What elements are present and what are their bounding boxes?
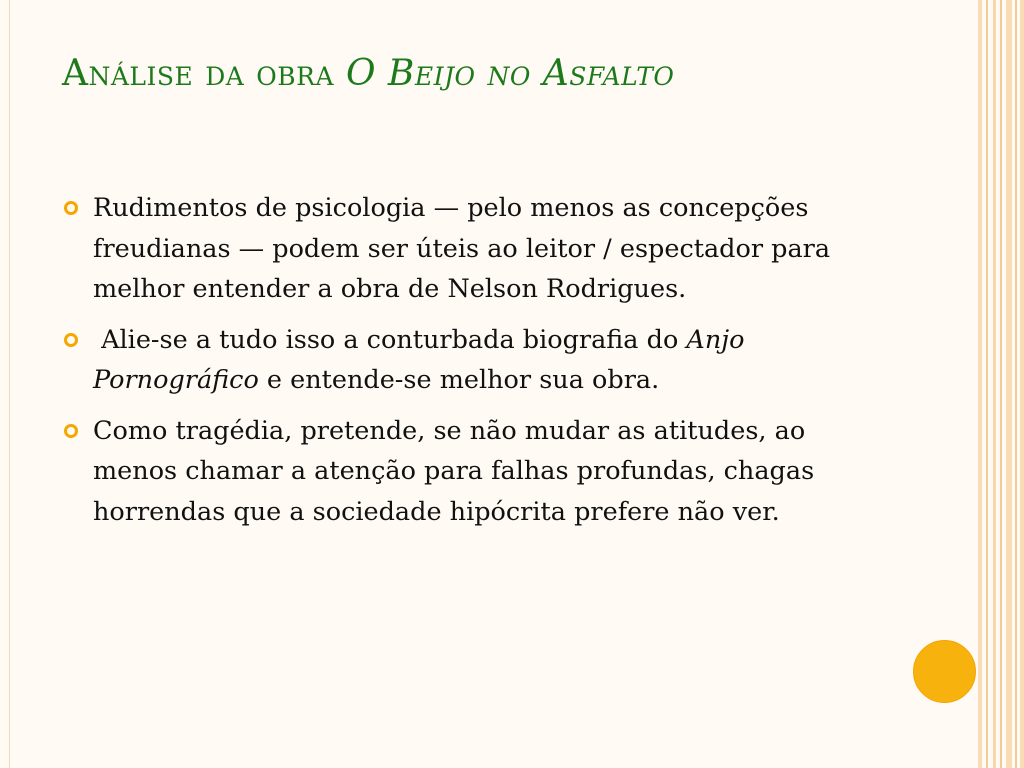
bullet-list xyxy=(62,188,882,542)
right-border-stripe xyxy=(978,0,982,768)
slide-title-emphasis: O Beijo no Asfalto xyxy=(345,53,675,94)
right-border-stripe xyxy=(993,0,996,768)
slide-title xyxy=(62,52,674,95)
bullet-text: Como tragédia, pretende, se não mudar as atitudes, ao menos chamar a atenção para falhas profundas, chagas horrendas que a sociedade hipócrita prefere não ver. xyxy=(93,415,815,527)
right-border-stripe xyxy=(1006,0,1012,768)
ring-bullet-icon xyxy=(64,333,78,347)
bullet-text-emphasis: Anjo Pornográfico xyxy=(93,324,745,395)
right-border-stripe xyxy=(1020,0,1024,768)
bullet-text-start: Alie-se a tudo isso a conturbada biografia do xyxy=(93,324,687,355)
bullet-item xyxy=(62,188,882,310)
orange-circle-icon xyxy=(913,640,976,703)
bullet-item xyxy=(62,320,882,401)
bullet-text xyxy=(93,325,745,396)
left-border-line xyxy=(9,0,10,768)
bullet-text: Rudimentos de psicologia — pelo menos as concepções freudianas — podem ser úteis ao leitor / espectador para melhor entender a obra de Nelson Rodrigues. xyxy=(93,193,831,304)
right-border-stripe xyxy=(1015,0,1017,768)
ring-bullet-icon xyxy=(64,201,78,215)
bullet-text-end: e entende-se melhor sua obra. xyxy=(258,365,660,395)
slide-title-prefix: Análise da obra xyxy=(62,53,335,94)
ring-bullet-icon xyxy=(64,424,78,438)
right-border-stripe xyxy=(1000,0,1002,768)
right-border-stripe xyxy=(986,0,988,768)
bullet-item xyxy=(62,411,882,533)
